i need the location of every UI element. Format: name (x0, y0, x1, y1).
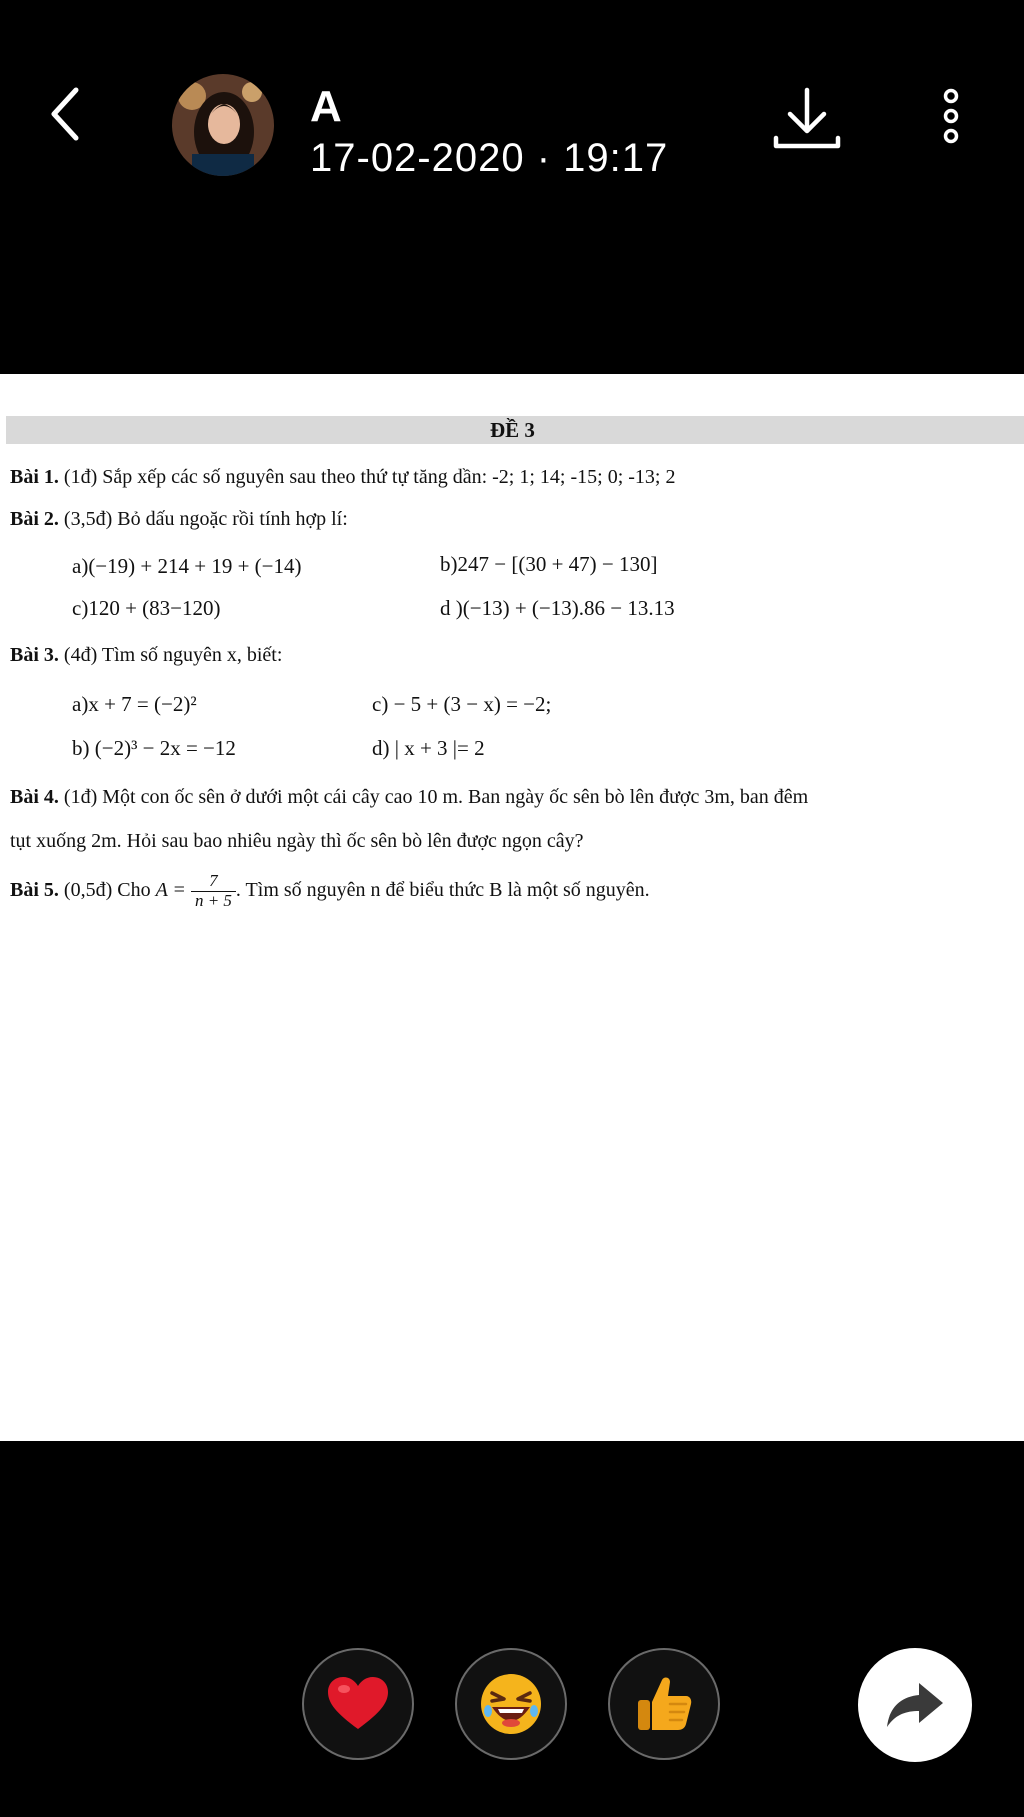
exercise-5-text: (0,5đ) Cho (58, 878, 156, 901)
heart-reaction-button[interactable] (302, 1648, 414, 1760)
share-button[interactable] (858, 1648, 972, 1762)
download-icon (770, 86, 844, 156)
reaction-bar (0, 1441, 1024, 1817)
download-button[interactable] (770, 86, 844, 156)
share-arrow-icon (883, 1677, 947, 1733)
like-reaction-button[interactable] (608, 1648, 720, 1760)
exercise-2d: d )(−13) + (−13).86 − 13.13 (440, 596, 675, 620)
back-button[interactable] (40, 84, 90, 144)
thumbs-up-icon (634, 1674, 694, 1734)
exercise-3c: c) − 5 + (3 − x) = −2; (372, 692, 552, 716)
exercise-4-label: Bài 4. (10, 786, 59, 808)
laughing-face-icon (478, 1671, 544, 1737)
exercise-2-text: (3,5đ) Bỏ dấu ngoặc rồi tính hợp lí: (58, 508, 348, 530)
header-bar (0, 0, 1024, 374)
formula-denominator: n + 5 (194, 890, 232, 910)
exercise-3d: d) | x + 3 |= 2 (372, 736, 485, 760)
exercise-2a: a)(−19) + 214 + 19 + (−14) (72, 554, 302, 578)
exercise-2-label: Bài 2. (10, 508, 59, 530)
more-options-button[interactable] (930, 84, 972, 154)
exercise-3-label: Bài 3. (10, 644, 59, 666)
formula-numerator: 7 (191, 872, 236, 892)
exercise-1-text: (1đ) Sắp xếp các số nguyên sau theo thứ tự tăng dần: -2; 1; 14; -15; 0; -13; 2 (58, 466, 676, 488)
heart-icon (326, 1675, 390, 1733)
exercise-1 (10, 466, 675, 489)
exercise-5-text-after: . Tìm số nguyên n để biểu thức B là một số nguyên. (235, 878, 650, 901)
exercise-4 (10, 786, 808, 809)
exercise-2c: c)120 + (83−120) (72, 596, 221, 620)
exercise-3 (10, 644, 282, 667)
exercise-2 (10, 508, 348, 531)
exercise-1-label: Bài 1. (10, 466, 59, 488)
avatar[interactable] (172, 74, 274, 176)
exercise-3a: a)x + 7 = (−2)² (72, 692, 197, 716)
exercise-4-continued: tụt xuống 2m. Hỏi sau bao nhiêu ngày thì ốc sên bò lên được ngọn cây? (10, 830, 584, 852)
laugh-reaction-button[interactable] (455, 1648, 567, 1760)
message-timestamp: 17-02-2020 · 19:17 (310, 136, 669, 180)
sender-name: A (310, 82, 342, 131)
exercise-4-text: (1đ) Một con ốc sên ở dưới một cái cây cao 10 m. Ban ngày ốc sên bò lên được 3m, ban đêm (58, 786, 809, 808)
exercise-5-label: Bài 5. (10, 878, 59, 901)
more-vertical-icon (930, 84, 972, 154)
formula-lhs: A = (155, 878, 186, 901)
document-image[interactable] (0, 374, 1024, 1441)
exercise-3b: b) (−2)³ − 2x = −12 (72, 736, 236, 760)
formula-fraction (191, 872, 236, 910)
exercise-3-text: (4đ) Tìm số nguyên x, biết: (58, 644, 283, 666)
document-heading: ĐỀ 3 (490, 418, 535, 442)
exercise-2b: b)247 − [(30 + 47) − 130] (440, 552, 658, 576)
exercise-5 (10, 872, 650, 910)
chevron-left-icon (48, 86, 82, 142)
